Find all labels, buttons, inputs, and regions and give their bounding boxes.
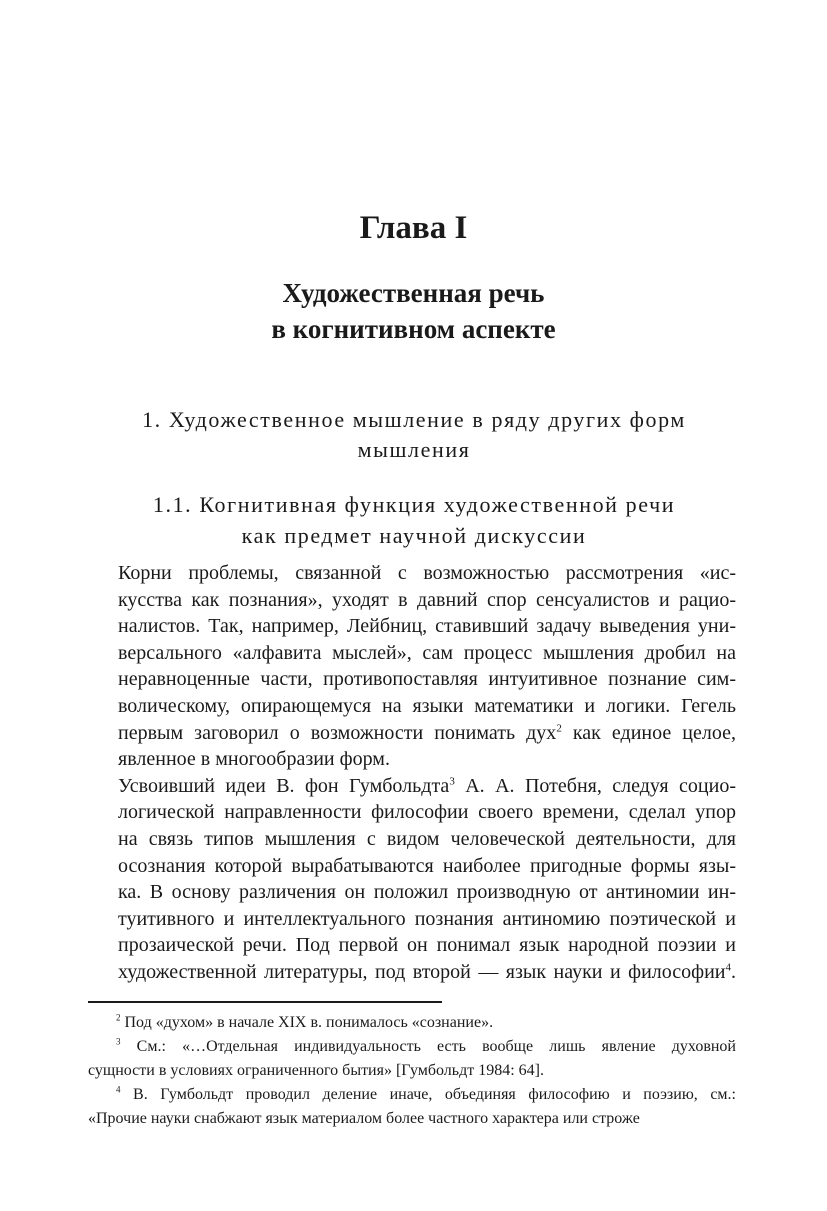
- footnote-text: См.: «…Отдельная индивидуальность есть вообще лишь явление духовной: [120, 1038, 736, 1055]
- paragraph-line: туитивного и интеллектуального познания антиномию поэтической и: [118, 907, 736, 930]
- paragraph-line: кусства как познания», уходят в давний спор сенсуалистов и рацио-: [118, 588, 736, 611]
- footnote-ref-3[interactable]: 3: [449, 775, 455, 788]
- paragraph-text: художественной литературы, под второй — язык науки и философии: [118, 960, 726, 983]
- footnote-mark: 4: [116, 1084, 121, 1095]
- paragraph-line: налистов. Так, например, Лейбниц, ставивший задачу выведения уни-: [118, 615, 736, 638]
- footnote-ref-4[interactable]: 4: [725, 961, 731, 974]
- chapter-title: [0, 275, 827, 347]
- chapter-title-line-2: в когнитивном аспекте: [271, 314, 556, 344]
- paragraph-line: волическому, опирающемуся на языки математики и логики. Гегель: [118, 694, 736, 717]
- footnote-line: сущности в условиях ограниченного бытия» [Гумбольдт 1984: 64].: [88, 1062, 544, 1079]
- footnote-line: [116, 1035, 736, 1059]
- footnote-text: В. Гумбольдт проводил деление иначе, объединяя философию и поэзию, см.:: [120, 1086, 736, 1103]
- footnote-2: [88, 1011, 736, 1035]
- footnotes: [88, 1011, 736, 1131]
- footnote-4: [88, 1083, 736, 1131]
- paragraph-line: версального «алфавита мыслей», сам процесс мышления дробил на: [118, 641, 736, 664]
- footnote-text: Под «духом» в начале XIX в. понималось «сознание».: [120, 1014, 494, 1031]
- paragraph-line: осознания которой вырабатываются наиболее пригодные формы язы-: [118, 854, 736, 877]
- footnote-line: [116, 1083, 736, 1107]
- chapter-title-line-1: Художественная речь: [282, 278, 545, 308]
- footnote-ref-2[interactable]: 2: [556, 721, 562, 734]
- paragraph-text: Усвоивший идеи В. фон Гумбольдта: [118, 774, 450, 797]
- paragraph-1: [88, 560, 736, 773]
- paragraph-line: логической направленности философии своего времени, сделал упор: [118, 801, 736, 824]
- paragraph-text: как единое целое,: [561, 721, 736, 744]
- chapter-heading: Глава I: [359, 210, 468, 246]
- subsection-heading: [90, 489, 738, 551]
- paragraph-line: [88, 959, 736, 986]
- paragraph-text: .: [731, 960, 736, 983]
- footnote-divider: [88, 1001, 442, 1003]
- paragraph-text: А. А. Потебня, следуя социо-: [454, 774, 736, 797]
- section-heading: [90, 405, 738, 465]
- paragraph-line: прозаической речи. Под первой он понимал язык народной поэзии и: [118, 934, 736, 957]
- paragraph-line: явленное в многообразии форм.: [118, 748, 390, 771]
- section-heading-line-1: 1. Художественное мышление в ряду других форм: [142, 407, 686, 432]
- paragraph-text: первым заговорил о возможности понимать дух: [118, 721, 557, 744]
- subsection-heading-line-1: 1.1. Когнитивная функция художественной речи: [152, 492, 676, 517]
- paragraph-2: [88, 773, 736, 986]
- paragraph-line: [88, 773, 736, 800]
- footnote-line: «Прочие науки снабжают язык материалом более частного характера или строже: [88, 1110, 640, 1127]
- body-text: [88, 560, 736, 986]
- footnote-mark: 2: [116, 1012, 121, 1023]
- footnote-mark: 3: [116, 1036, 121, 1047]
- paragraph-line: неравноценные части, противопоставляя интуитивное познание сим-: [118, 668, 736, 691]
- paragraph-line: Корни проблемы, связанной с возможностью рассмотрения «ис-: [118, 562, 736, 584]
- paragraph-line: [88, 720, 736, 747]
- paragraph-line: на связь типов мышления с видом человеческой деятельности, для: [118, 827, 736, 850]
- section-heading-line-2: мышления: [357, 437, 471, 462]
- footnote-line: [116, 1011, 736, 1035]
- footnote-3: [88, 1035, 736, 1083]
- subsection-heading-line-2: как предмет научной дискуссии: [241, 523, 587, 548]
- paragraph-line: ка. В основу различения он положил производную от антиномии ин-: [118, 881, 736, 904]
